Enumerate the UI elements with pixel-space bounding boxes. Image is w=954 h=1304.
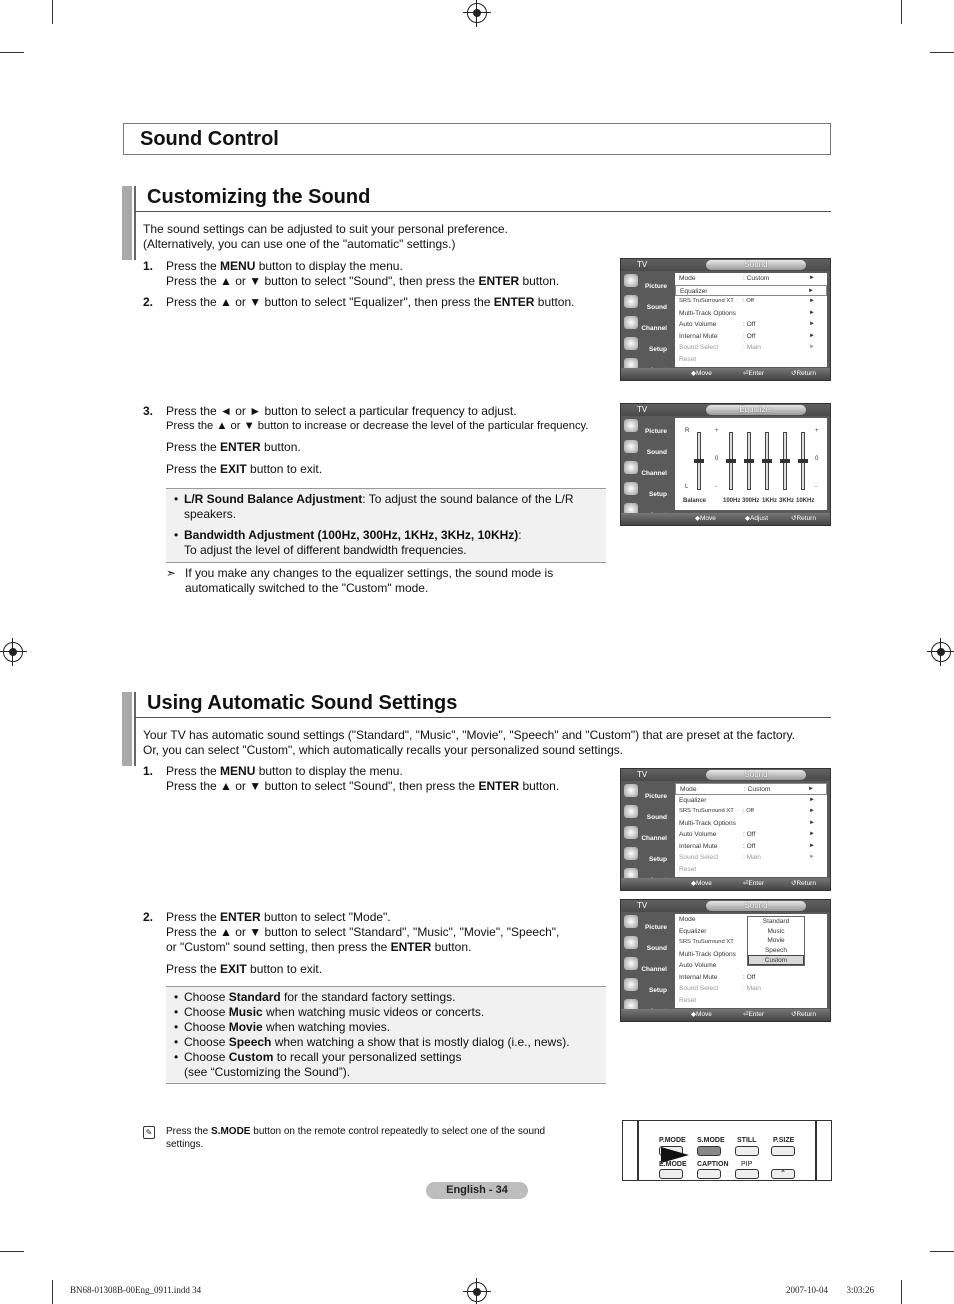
picture-icon	[624, 274, 638, 287]
setup-icon	[624, 978, 638, 991]
balance-slider[interactable]	[697, 432, 701, 490]
heading-rule	[134, 717, 831, 718]
registration-mark-icon	[467, 1282, 487, 1302]
picture-icon	[624, 784, 638, 797]
heading-bar	[122, 186, 132, 260]
intro-text: The sound settings can be adjusted to suit your personal preference. (Alternatively, you can use one of the "automatic" settings.)	[143, 222, 508, 251]
eq-slider-3khz[interactable]	[783, 432, 787, 490]
crop-mark	[52, 1280, 53, 1304]
channel-icon	[624, 316, 638, 329]
emode-button[interactable]	[659, 1169, 683, 1179]
psize-button[interactable]	[771, 1146, 795, 1156]
heading-bar	[134, 186, 136, 260]
eq-slider-100hz[interactable]	[729, 432, 733, 490]
tv-sound-mode-menu: TV Sound Picture Sound Channel Setup Mode Equalizer SRS TruSurround XT Multi-Track Options Auto Volume Internal Mute : Off Sound Select : Main Reset Standard Music Movie Speech Custom ◆ Move ⏎ Enter ↺ Return	[620, 899, 831, 1022]
tv-sound-menu: TV Sound Picture Sound Channel Setup Mode : Custom ► Equalizer ► SRS TruSurround XT : Off ► Multi-Track Options ► Auto Volume : Off ► Internal Mute : Off ► Sound Select : Main ► Reset ◆ Move ⏎ Enter ↺ Return	[620, 768, 831, 891]
setup-icon	[624, 337, 638, 350]
step-text: Press the MENU button to display the menu. Press the ▲ or ▼ button to select "Sound", then press the ENTER button.	[166, 259, 560, 288]
step-number: 2.	[143, 295, 154, 309]
note-box: • Choose Standard for the standard factory settings. • Choose Music when watching music videos or concerts. • Choose Movie when watching movies. • Choose Speech when watching a show that is mostly dialog (i.e., news). • Choose Custom to recall your personalized settings (see “Customizing the Sound”).	[166, 986, 606, 1084]
registration-mark-icon	[931, 642, 951, 662]
eq-slider-10khz[interactable]	[801, 432, 805, 490]
file-name: BN68-01308B-00Eng_0911.indd 34	[70, 1285, 202, 1295]
intro-text: Your TV has automatic sound settings ("Standard", "Music", "Movie", "Speech" and "Custom") that are preset at the factory. Or, you can select "Custom", which automatically recalls your personalized sound settings.	[143, 728, 796, 757]
step-text: Press the ▲ or ▼ button to select "Equalizer", then press the ENTER button.	[166, 295, 575, 309]
sound-icon	[624, 440, 638, 453]
eq-slider-300hz[interactable]	[747, 432, 751, 490]
step-number: 3.	[143, 404, 154, 418]
step-number: 1.	[143, 764, 154, 778]
note-icon: ✎	[143, 1126, 155, 1139]
step-text: Press the ◄ or ► button to select a particular frequency to adjust. Press the ▲ or ▼ button to increase or decrease the level of the particular frequency. Press the ENTER button. Press the EXIT button to exit.	[166, 404, 589, 476]
registration-mark-icon	[3, 642, 23, 662]
note-box: • L/R Sound Balance Adjustment: To adjust the sound balance of the L/R speakers. • Bandwidth Adjustment (100Hz, 300Hz, 1KHz, 3KHz, 10KHz): To adjust the level of different bandwidth frequencies.	[166, 488, 606, 563]
equalizer-panel: R L + 0 - + 0 - Balance 100Hz 300Hz 1KHz 3KHz 10KHz	[675, 418, 827, 510]
subsection-title: Customizing the Sound	[147, 186, 371, 208]
page-number: English - 34	[426, 1182, 528, 1199]
channel-icon	[624, 826, 638, 839]
step-text: Press the MENU button to display the menu. Press the ▲ or ▼ button to select "Sound", then press the ENTER button.	[166, 764, 560, 793]
picture-icon	[624, 915, 638, 928]
picture-icon	[624, 419, 638, 432]
print-date: 2007-10-04 ￿￿ 3:03:26	[786, 1285, 874, 1295]
crop-mark	[901, 0, 902, 24]
eq-slider-1khz[interactable]	[765, 432, 769, 490]
mode-option[interactable]: Standard	[762, 918, 790, 925]
subsection-title: Using Automatic Sound Settings	[147, 692, 458, 714]
caption-button[interactable]	[697, 1169, 721, 1179]
mode-option[interactable]: Movie	[767, 937, 785, 944]
crop-mark	[0, 52, 24, 53]
crop-mark	[930, 1251, 954, 1252]
pip-button[interactable]	[735, 1169, 759, 1179]
channel-icon	[624, 957, 638, 970]
sound-icon	[624, 805, 638, 818]
sound-mode-popup	[747, 916, 805, 966]
crop-mark	[901, 1280, 902, 1304]
up-button[interactable]: ⌃	[771, 1169, 795, 1179]
smode-button[interactable]	[697, 1146, 721, 1156]
heading-bar	[122, 692, 132, 766]
setup-icon	[624, 482, 638, 495]
tip-arrow-icon: ➣	[166, 566, 177, 580]
crop-mark	[930, 52, 954, 53]
step-text: Press the ENTER button to select "Mode". Press the ▲ or ▼ button to select "Standard", "Music", "Movie", "Speech", or "Custom" sound setting, then press the ENTER button. Press the EXIT button to exit.	[166, 910, 560, 976]
step-number: 2.	[143, 910, 154, 924]
heading-bar	[134, 692, 136, 766]
crop-mark	[0, 1251, 24, 1252]
mode-option-selected[interactable]: Custom	[748, 955, 804, 965]
section-title: Sound Control	[123, 123, 831, 155]
remote-control-illustration: P.MODE S.MODE STILL P.SIZE E.MODE CAPTION PIP ⌃	[622, 1120, 832, 1181]
channel-icon	[624, 461, 638, 474]
heading-rule	[134, 211, 831, 212]
step-number: 1.	[143, 259, 154, 273]
setup-icon	[624, 847, 638, 860]
tv-equalizer-menu: TV Equalizer Picture Sound Channel Setup R L + 0 - + 0 - Balance 100Hz 300Hz 1KHz 3KHz 10KHz ◆ Move ◆ Adjust ↺ Return	[620, 403, 831, 526]
still-button[interactable]	[735, 1146, 759, 1156]
sound-icon	[624, 295, 638, 308]
smode-note: Press the S.MODE button on the remote control repeatedly to select one of the sound settings.	[166, 1126, 546, 1150]
crop-mark	[52, 0, 53, 24]
registration-mark-icon	[467, 3, 487, 23]
tip-text: If you make any changes to the equalizer settings, the sound mode is automatically switched to the "Custom" mode.	[185, 566, 554, 595]
mode-option[interactable]: Speech	[764, 946, 788, 954]
mode-option[interactable]: Music	[767, 927, 785, 935]
sound-icon	[624, 936, 638, 949]
tv-sound-menu: TV Sound Picture Sound Channel Setup Mode : Custom ► Equalizer ► SRS TruSurround XT : Off ► Multi-Track Options ► Auto Volume : Off ► Internal Mute : Off ► Sound Select : Main ► Reset ◆ Move ⏎ Enter ↺ Return	[620, 258, 831, 381]
